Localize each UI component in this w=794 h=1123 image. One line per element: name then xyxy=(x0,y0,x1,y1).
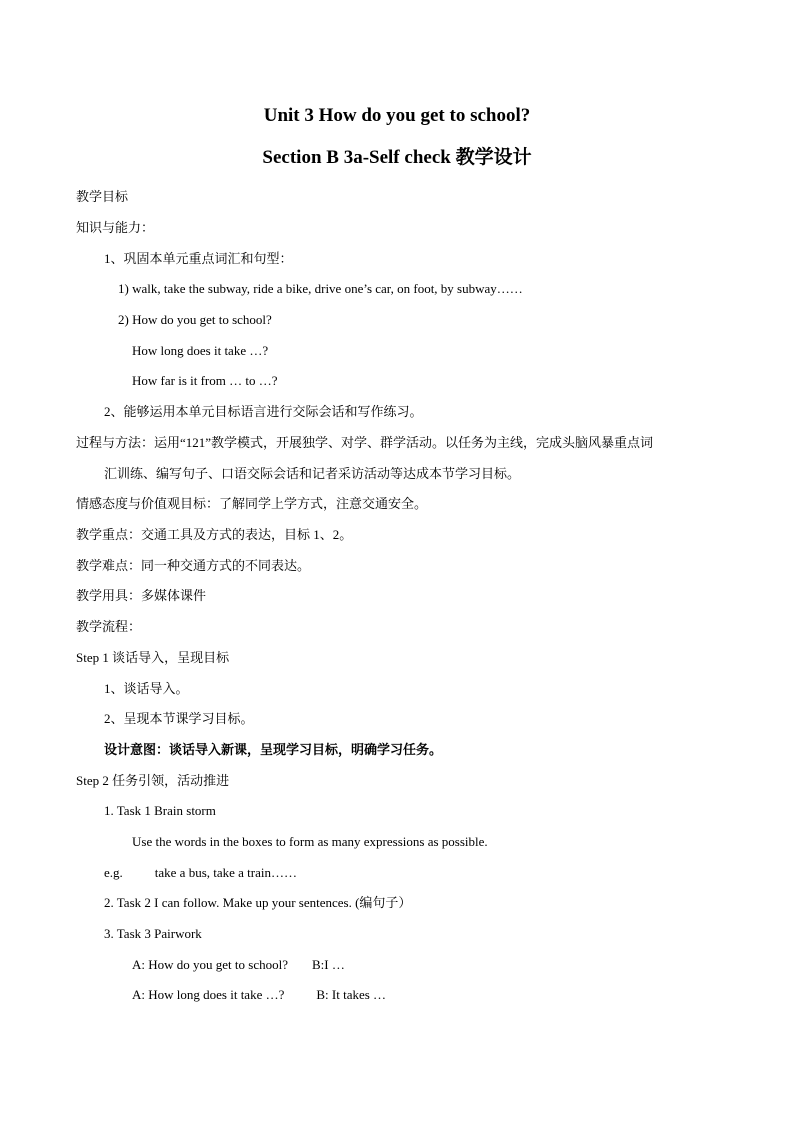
objectives-heading: 教学目标 xyxy=(76,189,129,204)
step-1-item-2: 2、呈现本节课学习目标。 xyxy=(104,711,254,726)
teaching-flow: 教学流程： xyxy=(76,619,142,634)
vocab-list: 1) walk, take the subway, ride a bike, drive one’s car, on foot, by subway…… xyxy=(118,281,523,296)
task-1-heading: 1. Task 1 Brain storm xyxy=(104,803,216,818)
knowledge-item-2: 2、能够运用本单元目标语言进行交际会话和写作练习。 xyxy=(104,404,423,419)
document-subtitle: Section B 3a-Self check 教学设计 xyxy=(262,147,532,168)
pairwork-line-1 xyxy=(132,956,345,974)
task-3-heading: 3. Task 3 Pairwork xyxy=(104,926,202,941)
difficulties: 教学难点：同一种交通方式的不同表达。 xyxy=(76,558,311,573)
step-1-heading: Step 1 谈话导入，呈现目标 xyxy=(76,650,230,665)
key-points: 教学重点：交通工具及方式的表达，目标 1、2。 xyxy=(76,527,353,542)
task-2-heading: 2. Task 2 I can follow. Make up your sentences. (编句子） xyxy=(104,895,412,910)
sentence-pattern-2: How long does it take …? xyxy=(132,343,269,358)
step-1-item-1: 1、谈话导入。 xyxy=(104,681,189,696)
process-methods-line-1: 过程与方法：运用“121”教学模式，开展独学、对学、群学活动。以任务为主线，完成头脑风暴重点词 xyxy=(76,435,654,450)
attitude-objective: 情感态度与价值观目标：了解同学上学方式，注意交通安全。 xyxy=(76,496,428,511)
sentence-pattern-1: 2) How do you get to school? xyxy=(118,312,272,327)
knowledge-heading: 知识与能力： xyxy=(76,220,155,235)
pairwork-line-1-a: A: How do you get to school? xyxy=(132,957,288,972)
process-methods-line-2: 汇训练、编写句子、口语交际会话和记者采访活动等达成本节学习目标。 xyxy=(104,466,521,481)
example-line xyxy=(104,864,297,882)
document-title: Unit 3 How do you get to school? xyxy=(263,105,531,126)
pairwork-line-2 xyxy=(132,986,386,1004)
sentence-pattern-3: How far is it from … to …? xyxy=(132,373,278,388)
pairwork-line-2-a: A: How long does it take …? xyxy=(132,987,285,1002)
pairwork-line-2-b: B: It takes … xyxy=(316,987,387,1002)
step-2-heading: Step 2 任务引领，活动推进 xyxy=(76,773,230,788)
knowledge-item-1: 1、巩固本单元重点词汇和句型： xyxy=(104,251,293,266)
example-label: e.g. xyxy=(104,865,123,880)
example-text: take a bus, take a train…… xyxy=(154,865,298,880)
pairwork-line-1-b: B:I … xyxy=(311,957,345,972)
design-intent: 设计意图：谈话导入新课，呈现学习目标，明确学习任务。 xyxy=(104,742,443,757)
task-1-description: Use the words in the boxes to form as many expressions as possible. xyxy=(132,834,488,849)
teaching-tools: 教学用具：多媒体课件 xyxy=(76,588,207,603)
